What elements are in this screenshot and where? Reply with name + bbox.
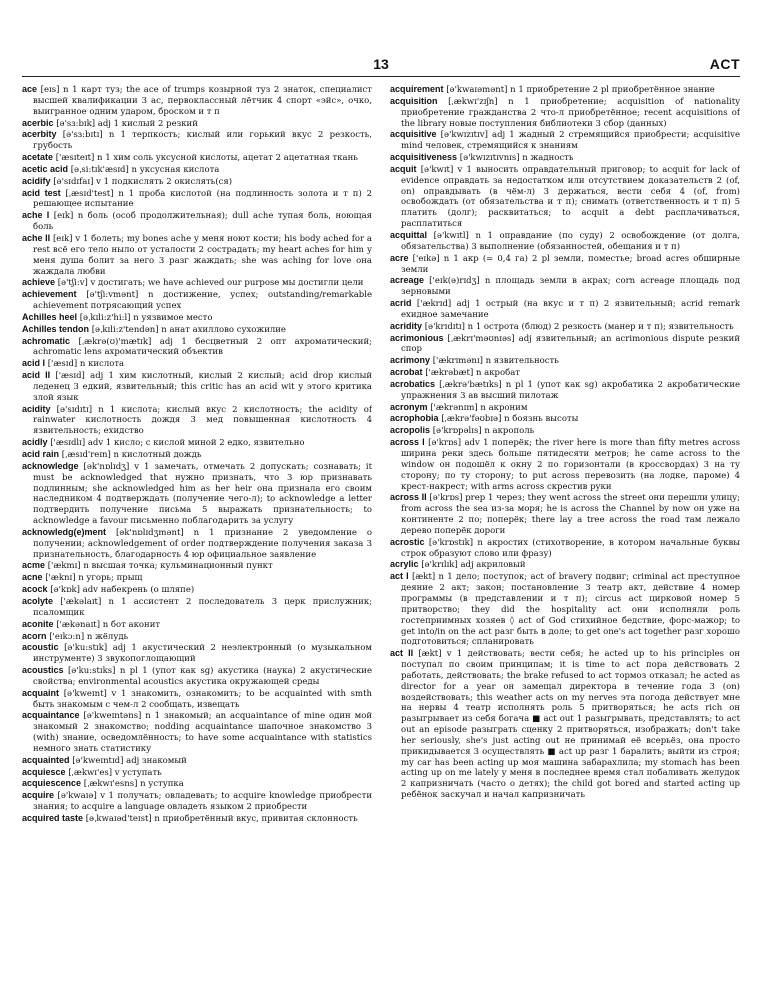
dictionary-entry [22,665,372,688]
dictionary-entry [22,404,372,438]
entry-headword: acrobat [390,367,423,378]
entry-headword: acquit [390,163,417,174]
entry-headword: acquaint [22,687,60,698]
entry-headword: acolyte [22,595,54,606]
entry-headword: acre [390,252,409,263]
dictionary-entry [22,461,372,527]
entry-headword: acknowledge [22,460,79,471]
entry-definition: [ə'tʃi:vmənt] n достижение, успех; outstanding/remarkable achievement потрясающий успех [33,290,372,312]
entry-definition: [əˌkɪli:z'tendən] n анат ахиллово сухожилие [91,324,286,335]
dictionary-entry [22,324,372,336]
entry-definition: [ə'sɪdɪtɪ] n 1 кислота; кислый вкус 2 кислотность; the acidity of rainwater кислотность дождя 3 мед повышенная кислотность 4 язвительность; ехидство [33,404,372,437]
page-number: 13 [373,56,389,72]
dictionary-entry [22,572,372,584]
entry-definition: [ə'kweɪnt] v 1 знакомить, ознакомить; to be acquainted with smth быть знакомым с чем-л 2 сообщать, извещать [33,688,372,710]
entry-definition: ['æknɪ] n угорь; прыщ [45,573,143,584]
dictionary-entry [22,619,372,631]
entry-definition: [ˌækrə'fəʊbɪə] n боязнь высоты [441,414,579,425]
entry-definition: [eɪk] n боль (особ продолжительная); dull ache тупая боль, ноющая боль [33,211,372,233]
dictionary-entry [22,767,372,779]
entry-definition: [ækt] v 1 действовать; вести себя; he acted up to his principles он поступал по своим принципам; it is time to act пора действовать 2 работать, действовать; the brake refused to act тормоз отказал; he acted as director for a year он замещал директора в течение года 3 (on) воздействовать; this weather acts on my nerves эта погода действует мне на нервы 4 театр исполнять роль 5 притворяться; he acts rich он разыгрывает из себя богача ■ act out 1 разыгрывать, представлять; to act out an episode разыграть сценку 2 притворяться, изображать; don't take her seriously, she's just acting out не принимай её всерьёз, она просто прикидывается 3 осуществлять ■ act up разг 1 баралить; выйти из строя; my car has been acting up моя машина забарахлила; my stomach has been acting up on me lately у меня в последнее время стал побаливать желудок 2 капризничать (часто о детях); the child got bored and started acting up ребёнок заскучал и начал капризничать [401,649,740,801]
dictionary-entry [22,527,372,561]
entry-headword: acquittal [390,229,428,240]
dictionary-entry [390,355,740,367]
dictionary-entry [390,492,740,536]
entry-headword: acropolis [390,425,431,436]
entry-definition: [ə'krɒpəlɪs] n акрополь [432,426,535,437]
entry-definition: [ə'kwɪzɪtɪv] adj 1 жадный 2 стремящийся приобрести; acquisitive mind человек, стремящийся к знаниям [401,130,740,152]
entry-definition: [ˌækwɪ'zɪʃn] n 1 приобретение; acquisition of nationality приобретение гражданства 2 что-л приобретённое; recent acquisitions of the library новые поступления библиотеки 3 сбор (данных) [401,96,740,129]
entry-headword: acetic acid [22,163,69,174]
entry-definition: [ə'kwɪt] v 1 выносить оправдательный приговор; to acquit for lack of evidence оправдать за недостатком или отсутствием доказательств 2 (of, on) оправдывать (в чём-л) 3 держаться, вести себя 4 (of, from) освобождать (от обязательства и т п); снимать (ответственность и т п) 5 платить (долг); расквитаться; to acquit a debt расплачиваться, расплатиться [401,164,740,230]
entry-definition: [ə'sɜ:bɪtɪ] n 1 терпкость; кислый или горький вкус 2 резкость, грубость [33,130,372,152]
dictionary-entry [22,152,372,164]
running-head [22,54,740,76]
dictionary-entry [390,571,740,648]
entry-headword: acme [22,560,46,571]
dictionary-entry [22,210,372,233]
entry-definition: ['æsɪteɪt] n 1 хим соль уксусной кислоты, ацетат 2 ацетатная ткань [55,153,358,164]
entry-definition: [ˌækwɪ'es] v уступать [68,767,162,778]
entry-headword: acidly [22,437,48,448]
right-column [390,84,740,984]
entry-headword: acorn [22,630,47,641]
dictionary-entry [22,755,372,767]
dictionary-entry [22,84,372,118]
dictionary-entry [390,367,740,379]
entry-definition: [ək'nɒlɪdʒmənt] n 1 признание 2 уведомление о получении; acknowledgement of order подтверждение получения заказа 3 признательность, благодарность 4 юр официальное заявление [33,527,372,560]
entry-definition: [ə'kɒk] adv набекрень (о шляпе) [50,585,195,596]
entry-headword: acrid [390,298,412,309]
entry-headword: acquirement [390,84,444,94]
dictionary-entry [22,289,372,312]
dictionary-entry [22,129,372,152]
dictionary-entry [22,277,372,289]
dictionary-entry [390,129,740,152]
entry-definition: [ə'sɪdɪfaɪ] v 1 подкислять 2 окислять(ся) [53,176,233,187]
dictionary-entry [390,298,740,321]
entry-definition: ['ækmɪ] n высшая точка; кульминационный пункт [47,561,273,572]
dictionary-entry [390,333,740,356]
entry-definition: [eɪs] n 1 карт туз; the ace of trumps козырной туз 2 знаток, специалист высшей квалификации 3 ас, первоклассный лётчик 4 спорт «эйс», очко, выигранное одним ударом, броском и т п [33,85,372,117]
dictionary-entry [22,336,372,359]
entry-headword: acrimony [390,355,431,366]
entry-definition: [ˌæsɪd'test] n 1 проба кислотой (на подлинность золота и т п) 2 решающее испытание [33,188,372,210]
entry-definition: ['ækrɪd] adj 1 острый (на вкус и т п) 2 язвительный; acrid remark ехидное замечание [401,299,740,320]
entry-headword: acrophobia [390,413,439,424]
entry-headword: acquaintance [22,710,80,721]
entry-definition: [ə'sɜ:bɪk] adj 1 кислый 2 резкий [56,118,198,129]
dictionary-entry [390,648,740,801]
entry-headword: across II [390,492,427,503]
left-column [22,84,372,984]
dictionary-entry [22,449,372,461]
entry-definition: ['eɪkɔ:n] n жёлудь [49,631,129,642]
entry-headword: acquiesce [22,766,66,777]
dictionary-entry [22,118,372,130]
dictionary-entry [22,642,372,665]
header-rule [22,76,740,77]
entry-definition: [ækt] n 1 дело; поступок; act of bravery подвиг; criminal act преступное деяние 2 акт; закон; постановление 3 театр акт, действие 4 номер программы (в представлении и т п); circus act цирковой номер 5 притворство; they did the hospitality act они исполняли роль гостеприимных хозяев ◊ act of God стихийное бедствие, форс-мажор; to get into/in on the act разг быть в доле; to get one's act together разг хорошо подготовиться; спланировать [401,572,740,648]
entry-definition: [ə'ku:stɪks] n pl 1 (упот как sg) акустика (наука) 2 акустические свойства; environmental acoustics акустика окружающей среды [33,666,372,687]
dictionary-entry [390,164,740,230]
entry-definition: [ə'krɒs] adv 1 поперёк; the river here is more than fifty metres across ширина реки здесь больше пятидесяти метров; he came across to the window он подошёл к окну 2 по горизонтали (в кроссвордах) 3 на ту сторону; по ту сторону; to put across перевозить (на лодке, пароме) 4 крест-накрест; with arms across скрестив руки [401,438,740,492]
dictionary-entry [22,358,372,370]
dictionary-entry [22,688,372,711]
dictionary-entry [390,275,740,298]
entry-definition: [ək'nɒlɪdʒ] v 1 замечать, отмечать 2 допускать; сознавать; it must be acknowledged that нужно признать, что 3 юр признавать подлинным; she acknowledged him as her heir она признала его своим наследником 4 подтверждать (получение чего-л); to acknowledge a letter подтвердить получение письма 5 выражать признательность; to acknowledge a favour письменно поблагодарить за услугу [33,461,372,527]
entry-headword: acquisitiveness [390,152,458,163]
entry-headword: acquisition [390,95,438,106]
entry-definition: [ə'kwɪtl] n 1 оправдание (по суду) 2 освобождение (от долга, обязательства) 3 выполнение (обязанностей, обещания и т п) [401,230,740,252]
entry-headword: ace [22,84,38,94]
entry-headword: acne [22,572,43,583]
entry-definition: [ə'krɪdɪtɪ] n 1 острота (блюд) 2 резкость (манер и т п); язвительность [424,321,734,332]
dictionary-entry [22,370,372,404]
entry-headword: acrimonious [390,332,444,343]
entry-headword: acreage [390,275,425,286]
entry-headword: acquiescence [22,778,82,789]
entry-headword: acidity [22,403,51,414]
entry-headword: across I [390,437,425,448]
dictionary-entry [22,312,372,324]
entry-definition: [əˌkɪli:z'hi:l] n уязвимое место [79,312,213,323]
entry-definition: [ə'tʃi:v] v достигать; we have achieved our purpose мы достигли цели [57,278,364,289]
entry-definition: ['eɪk(ə)rɪdʒ] n площадь земли в акрах; corn acreage площадь под зерновыми [401,276,740,298]
entry-headword: acock [22,584,48,595]
dictionary-entry [22,164,372,176]
dictionary-entry [22,188,372,211]
entry-definition: ['ækrəbæt] n акробат [425,368,520,379]
dictionary-entry [22,560,372,572]
entry-headword: acronym [390,401,428,412]
entry-definition: [ə'krɪlɪk] adj акриловый [421,560,526,571]
dictionary-entry [390,84,740,96]
entry-headword: acerbity [22,129,57,140]
entry-headword: acquainted [22,754,70,765]
entry-definition: [ˌækrɪ'məʊnɪəs] adj язвительный; an acrimonious dispute резкий спор [401,333,740,355]
dictionary-entry [390,230,740,253]
dictionary-entry [22,176,372,188]
guide-word: ACT [709,56,740,72]
entry-definition: [ə'kwaɪəmənt] n 1 приобретение 2 pl приобретённое знание [446,85,715,95]
entry-headword: acid rain [22,449,60,459]
entry-headword: acid test [22,187,61,198]
entry-definition: ['ækəlaɪt] n 1 ассистент 2 последователь 3 церк прислужник; псаломщик [33,596,372,618]
entry-definition: [ə'krɒs] prep 1 через; they went across the street они перешли улицу; from across the sea из-за моря; he is across the Channel by now он уже на континенте 2 по; поперёк; there lay a tree across the road там лежало дерево поперёк дороги [401,493,740,536]
entry-definition: ['æsɪd] n кислота [47,359,125,370]
entry-headword: acquire [22,790,55,801]
entry-definition: ['ækrənɪm] n акроним [430,402,528,413]
dictionary-entry [390,425,740,437]
entry-headword: act I [390,571,409,582]
entry-headword: Achilles tendon [22,323,90,334]
entry-headword: acrobatics [390,378,436,389]
entry-definition: [əˌkwaɪəd'teɪst] n приобретённый вкус, привитая склонность [85,814,358,824]
entry-headword: acidify [22,175,51,186]
entry-definition: ['æsɪdlɪ] adv 1 кисло; с кислой миной 2 едко, язвительно [50,438,305,449]
entry-headword: acrostic [390,536,425,547]
entry-headword: acerbic [22,117,54,128]
entry-definition: [ˌæsɪd'reɪn] n кислотный дождь [61,450,202,460]
entry-definition: [ə'kwaɪə] v 1 получать; овладевать; to acquire knowledge приобрести знания; to acquire a language овладеть языком 2 приобрести [33,791,372,813]
dictionary-entry [22,790,372,813]
entry-definition: [əˌsi:tɪk'æsɪd] n уксусная кислота [70,164,220,175]
dictionary-entry [390,379,740,402]
entry-definition: [eɪk] v 1 болеть; my bones ache у меня ноют кости; his body ached for a rest всё его тело ныло от усталости 2 сострадать; my heart aches for him у меня душа болит за него 3 разг жаждать; she was aching for love она жаждала любви [33,233,372,277]
entry-definition: ['æsɪd] adj 1 хим кислотный, кислый 2 кислый; acid drop кислый леденец 3 едкий, язвительный; this critic has an acid wit у этого критика злой язык [33,371,372,403]
dictionary-entry [390,253,740,276]
entry-headword: acquired taste [22,813,84,823]
entry-headword: Achilles heel [22,311,78,322]
dictionary-entry [22,778,372,790]
dictionary-entry [390,152,740,164]
entry-definition: [ˌækrə(ʊ)'mætɪk] adj 1 бесцветный 2 опт ахроматический; achromatic lens ахроматический объектив [33,336,372,358]
entry-headword: acid I [22,358,46,369]
entry-definition: [ə'kweɪntəns] n 1 знакомый; an acquaintance of mine один мой знакомый 2 знакомство; nodding acquaintance шапочное знакомство 3 (with) знание, осведомлённость; to have some acquaintance with statistics немного знать статистику [33,711,372,754]
entry-headword: acknowledg(e)ment [22,526,107,537]
entry-headword: achieve [22,277,56,288]
entry-definition: [ə'kweɪntɪd] adj знакомый [72,755,187,766]
entry-headword: aconite [22,618,54,629]
entry-definition: [ə'krɒstɪk] n акростих (стихотворение, в котором начальные буквы строк образуют слово или фразу) [401,537,740,559]
entry-headword: acoustic [22,642,59,653]
entry-definition: [ˌækrə'bætɪks] n pl 1 (упот как sg) акробатика 2 акробатические упражнения 3 ав высший пилотаж [401,379,740,401]
dictionary-entry [22,437,372,449]
entry-definition: ['ækənaɪt] n бот аконит [56,619,161,630]
dictionary-entry [390,321,740,333]
entry-headword: acetate [22,152,54,163]
dictionary-entry [390,402,740,414]
dictionary-entry [22,233,372,277]
entry-headword: achievement [22,289,77,300]
dictionary-entry [390,537,740,560]
entry-headword: ache I [22,210,50,221]
entry-headword: acid II [22,370,51,381]
dictionary-entry [390,413,740,425]
dictionary-entry [390,437,740,492]
dictionary-entry [22,584,372,596]
dictionary-entry [390,96,740,130]
entry-headword: acquisitive [390,129,437,140]
entry-definition: ['ækrɪmənɪ] n язвительность [432,356,559,367]
entry-definition: [ə'ku:stɪk] adj 1 акустический 2 неэлектронный (о музыкальном инструменте) 3 звукопоглощающий [33,643,372,665]
entry-headword: acrylic [390,559,419,570]
entry-definition: [ə'kwɪzɪtɪvnɪs] n жадность [459,153,574,164]
dictionary-entry [22,813,372,825]
dictionary-entry [390,559,740,571]
entry-headword: achromatic [22,335,71,346]
entry-headword: acoustics [22,665,64,676]
entry-headword: act II [390,648,414,659]
dictionary-entry [22,710,372,754]
dictionary-entry [22,631,372,643]
dictionary-entry [22,596,372,619]
entry-headword: ache II [22,232,51,243]
entry-definition: [ˌækwɪ'esns] n уступка [83,779,184,790]
entry-definition: ['eɪkə] n 1 акр (= 0,4 га) 2 pl земли, поместье; broad acres обширные земли [401,253,740,275]
entry-headword: acridity [390,320,423,331]
